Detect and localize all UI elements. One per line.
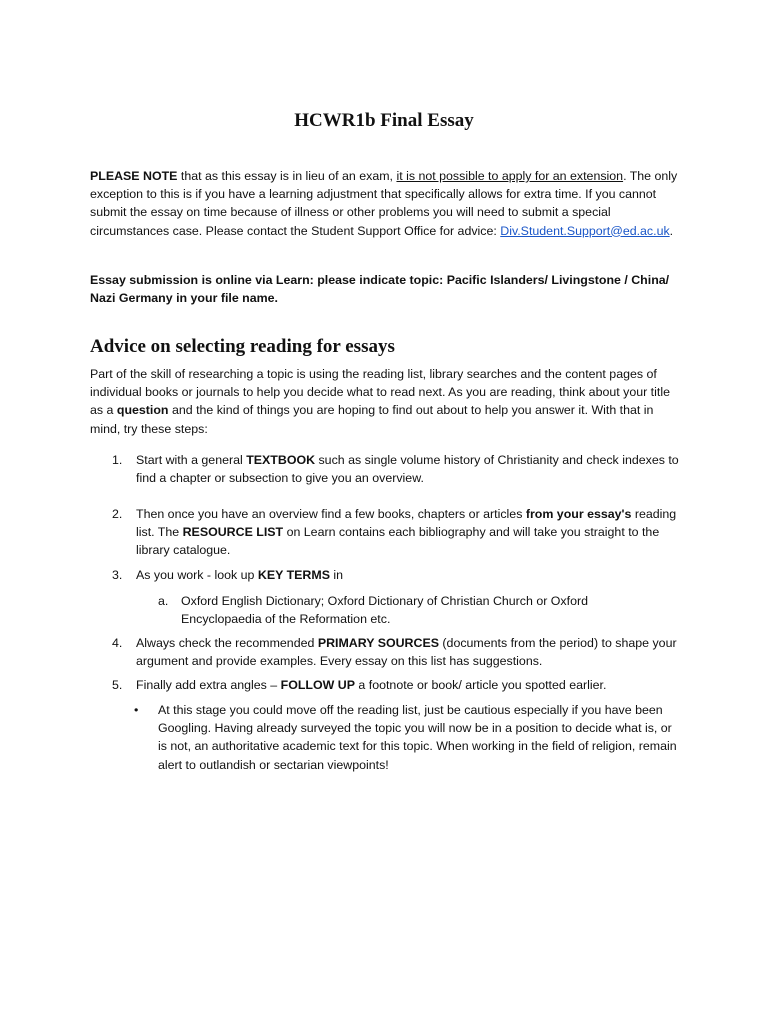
- step-bold-term: RESOURCE LIST: [182, 525, 284, 540]
- step-bold-term: PRIMARY SOURCES: [317, 636, 439, 650]
- intro-text-1: Part of the skill of researching a topic is using the reading list, library searches and the content pages of individual books or journals to help you decide what to read next. As you are reading, think about your title as a: [90, 367, 670, 418]
- sub-item-text: Oxford English Dictionary; Oxford Dictionary of Christian Church or Oxford Encyclopaedia of the Reformation etc.: [181, 594, 588, 627]
- section-heading: Advice on selecting reading for essays: [90, 336, 395, 357]
- intro-paragraph: [90, 365, 682, 438]
- step-text-part: (documents from the period) to shape your argument and provide examples. Every essay on this list has suggestions.: [136, 636, 677, 669]
- step-text: [136, 505, 682, 560]
- step-bold-term: from your essay's: [525, 507, 632, 521]
- submission-paragraph: [90, 271, 682, 307]
- step-number: 3.: [112, 568, 123, 582]
- step-bold-term: KEY TERMS: [257, 568, 330, 582]
- document-title: HCWR1b Final Essay: [294, 110, 474, 131]
- step-text-part: on Learn contains each bibliography and will take you straight to the library catalogue.: [136, 525, 660, 558]
- submission-text: Essay submission is online via Learn: please indicate topic: Pacific Islanders/ Livingstone / China/ Nazi Germany in your file name.: [90, 273, 670, 306]
- step-text-part: Then once you have an overview find a few books, chapters or articles: [136, 507, 526, 521]
- intro-bold-question: question: [116, 403, 169, 418]
- step-bold-term: TEXTBOOK: [246, 453, 316, 467]
- please-note-label: PLEASE NOTE: [90, 169, 178, 183]
- step-bold-term: FOLLOW UP: [280, 678, 355, 692]
- step-number: 2.: [112, 507, 123, 521]
- step-text-part: in: [329, 568, 344, 582]
- step-text: [136, 634, 682, 670]
- step-text-part: Finally add extra angles –: [136, 678, 281, 692]
- step-number: 1.: [112, 453, 123, 467]
- step-number: 4.: [112, 636, 123, 650]
- no-extension-text: it is not possible to apply for an extension: [396, 169, 624, 183]
- note-text-2: . The only exception to this is if you have a learning adjustment that specifically allows for extra time. If you cannot submit the essay on time because of illness or other problems you will need to submit a special circumstances case. Please contact the Student Support Office for advice:: [90, 169, 678, 238]
- step-text: [136, 566, 682, 584]
- step-text-part: reading list. The: [136, 507, 677, 540]
- step-text-part: a footnote or book/ article you spotted earlier.: [354, 678, 607, 692]
- step-text-part: such as single volume history of Christianity and check indexes to find a chapter or subsection to give you an overview.: [136, 453, 679, 486]
- step-text-part: Start with a general: [136, 453, 247, 467]
- step-text-part: Always check the recommended: [136, 636, 318, 650]
- student-support-email-link[interactable]: Div.Student.Support@ed.ac.uk: [500, 223, 670, 238]
- note-text-3: .: [669, 223, 674, 238]
- intro-text-2: and the kind of things you are hoping to find out about to help you answer it. With that in mind, try these steps:: [90, 403, 654, 436]
- step-text: [136, 451, 682, 487]
- bullet-point-icon: •: [134, 703, 139, 717]
- sub-item-letter: a.: [158, 594, 169, 608]
- note-text-1: that as this essay is in lieu of an exam,: [177, 169, 397, 183]
- step-text-part: As you work - look up: [136, 568, 258, 582]
- please-note-paragraph: [90, 167, 682, 240]
- step-text: [136, 676, 682, 694]
- step-number: 5.: [112, 678, 123, 692]
- bullet-text: At this stage you could move off the reading list, just be cautious especially if you have been Googling. Having already surveyed the topic you will now be in a position to decide what is, or is not, an authoritative academic text for this topic. When working in the field of religion, remain alert to outlandish or sectarian viewpoints!: [158, 703, 677, 772]
